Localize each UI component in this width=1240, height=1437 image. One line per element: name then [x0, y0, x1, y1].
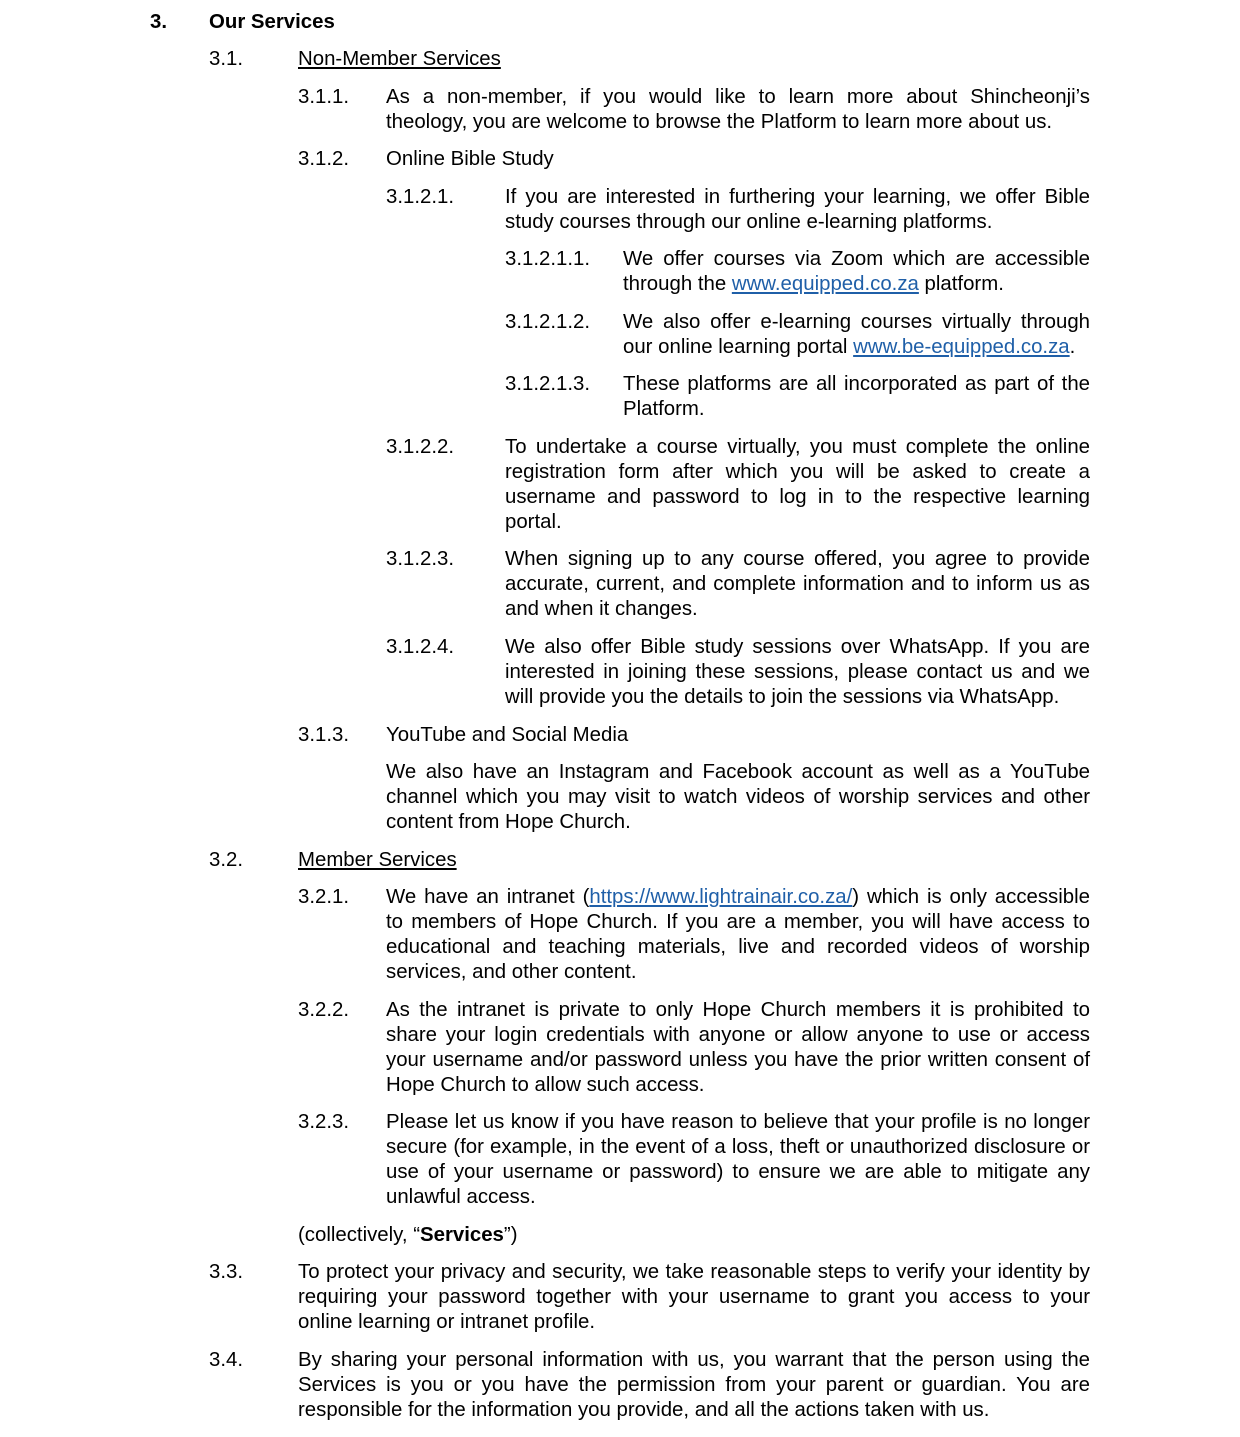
clause-text-part: platform. — [918, 273, 1004, 295]
clause — [298, 85, 1090, 135]
clause-text — [623, 247, 1090, 297]
clause — [298, 885, 1090, 985]
clause-number: 3.1.2.1.2. — [505, 311, 591, 333]
clause-number: 3.3. — [209, 1261, 244, 1283]
clause-text: By sharing your personal information with us, you warrant that the person using the Services is you or you have the permission from your parent or guardian. You are responsible for the information you provide, and all the actions taken with us. — [298, 1349, 1090, 1421]
clause — [298, 1110, 1090, 1210]
clause-number: 3.1.2.1.3. — [505, 373, 591, 395]
subsection-heading — [209, 47, 1090, 72]
clause-text: If you are interested in furthering your learning, we offer Bible study courses through our online e-learning platforms. — [505, 186, 1090, 233]
clause — [209, 1260, 1090, 1335]
definition-text-part: (collectively, “ — [298, 1224, 420, 1246]
clause-text — [386, 885, 1090, 985]
clause-number: 3.2. — [209, 849, 244, 871]
definition-text — [298, 1223, 1090, 1248]
clause-text: We also have an Instagram and Facebook account as well as a YouTube channel which you may visit to watch videos of worship services and other content from Hope Church. — [386, 761, 1090, 833]
section-heading — [150, 10, 1090, 35]
clause — [505, 247, 1090, 297]
subsection-heading — [209, 848, 1090, 873]
section-number: 3. — [150, 11, 168, 33]
clause-number: 3.2.3. — [298, 1111, 350, 1133]
clause-text: As the intranet is private to only Hope Church members it is prohibited to share your login credentials with anyone or allow anyone to use or access your username and/or password unless you have the prior written consent of Hope Church to allow such access. — [386, 999, 1090, 1096]
defined-term: Services — [420, 1224, 504, 1246]
clause — [505, 372, 1090, 422]
equipped-link[interactable]: www.equipped.co.za — [731, 273, 919, 295]
definition-text-part: ”) — [503, 1224, 518, 1246]
clause — [209, 1348, 1090, 1423]
clause-text-part: ) which is only accessible to members of Hope Church. If you are a member, you will have access to educational and teaching materials, live and recorded videos of worship services, and other content. — [386, 886, 1090, 983]
clause-number: 3.1.2.1. — [386, 186, 455, 208]
clause-text: When signing up to any course offered, you agree to provide accurate, current, and complete information and to inform us as and when it changes. — [505, 548, 1090, 620]
clause-text-part: We offer courses via Zoom which are accessible through the — [623, 248, 1090, 295]
clause-text: These platforms are all incorporated as part of the Platform. — [623, 373, 1090, 420]
clause-number: 3.1.1. — [298, 86, 350, 108]
clause-text: We also offer Bible study sessions over WhatsApp. If you are interested in joining these sessions, please contact us and we will provide you the details to join the sessions via WhatsApp. — [505, 636, 1090, 708]
clause — [386, 185, 1090, 235]
clause-number: 3.1.2.1.1. — [505, 248, 591, 270]
clause-number: 3.1.2. — [298, 148, 350, 170]
clause-number: 3.1.3. — [298, 724, 350, 746]
clause-number: 3.2.1. — [298, 886, 350, 908]
subsection-title: Member Services — [298, 849, 457, 871]
clause-number: 3.1.2.2. — [386, 436, 455, 458]
clause-text — [623, 310, 1090, 360]
clause-number: 3.2.2. — [298, 999, 350, 1021]
clause-text-part: We have an intranet ( — [386, 886, 590, 908]
clause — [505, 310, 1090, 360]
intranet-link[interactable]: https://www.lightrainair.co.za/ — [589, 886, 853, 908]
clause-number: 3.1.2.3. — [386, 548, 455, 570]
section-title: Our Services — [209, 11, 335, 33]
clause-number: 3.1. — [209, 48, 244, 70]
clause — [386, 547, 1090, 622]
clause-text: To undertake a course virtually, you must complete the online registration form after which you will be asked to create a username and password to log in to the respective learning portal. — [505, 436, 1090, 533]
clause-text: To protect your privacy and security, we take reasonable steps to verify your identity by requiring your password together with your username to grant you access to your online learning or intranet profile. — [298, 1261, 1090, 1333]
clause — [386, 435, 1090, 535]
clause-text: As a non-member, if you would like to learn more about Shincheonji’s theology, you are welcome to browse the Platform to learn more about us. — [386, 86, 1090, 133]
clause-text-part: . — [1069, 336, 1076, 358]
clause-number: 3.1.2.4. — [386, 636, 455, 658]
clause-heading — [298, 723, 1090, 748]
collective-definition — [298, 1223, 1090, 1248]
subsection-title: Non-Member Services — [298, 48, 501, 70]
clause-text-part: We also offer e-learning courses virtually through our online learning portal — [623, 311, 1090, 358]
clause-heading — [298, 147, 1090, 172]
be-equipped-link[interactable]: www.be-equipped.co.za — [853, 336, 1070, 358]
clause — [386, 635, 1090, 710]
clause-number: 3.4. — [209, 1349, 244, 1371]
clause-paragraph — [386, 760, 1090, 835]
clause — [298, 998, 1090, 1098]
clause-title: YouTube and Social Media — [386, 724, 629, 746]
clause-text: Please let us know if you have reason to believe that your profile is no longer secure (for example, in the event of a loss, theft or unauthorized disclosure or use of your username or password) to ensure we are able to mitigate any unlawful access. — [386, 1111, 1090, 1208]
clause-title: Online Bible Study — [386, 148, 554, 170]
